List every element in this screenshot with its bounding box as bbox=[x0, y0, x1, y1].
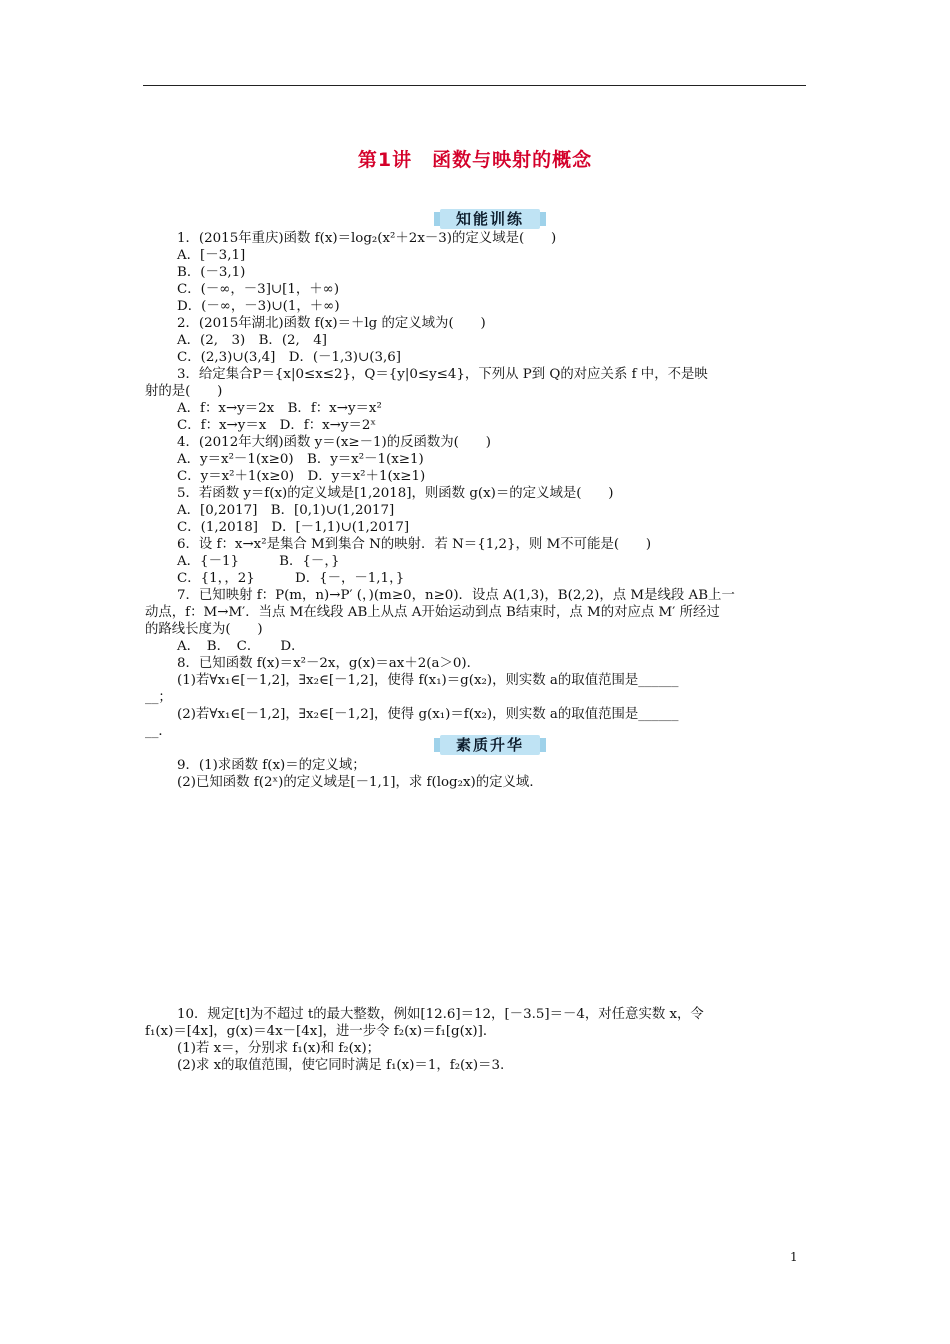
q7-stem: 7．已知映射 f：P(m，n)→P′ (，)(m≥0，n≥0)．设点 A(1,3)，B(2,2)，点 M是线段 AB上一 bbox=[177, 588, 735, 603]
q4-stem: 4．(2012年大纲)函数 y＝(x≥－1)的反函数为( ) bbox=[177, 435, 491, 450]
q8-part1: (1)若∀x₁∈[－1,2]，∃x₂∈[－1,2]，使得 f(x₁)＝g(x₂)，则实数 a的取值范围是______ bbox=[177, 673, 679, 688]
q10-part1: (1)若 x＝，分别求 f₁(x)和 f₂(x)； bbox=[177, 1041, 381, 1056]
q10-stem: 10．规定[t]为不超过 t的最大整数，例如[12.6]＝12，[－3.5]＝－4，对任意实数 x，令 bbox=[177, 1007, 704, 1022]
q1-stem: 1．(2015年重庆)函数 f(x)＝log₂(x²＋2x－3)的定义域是( ) bbox=[177, 231, 557, 246]
q6-stem: 6．设 f：x→x²是集合 M到集合 N的映射．若 N＝{1,2}，则 M不可能是( ) bbox=[177, 537, 652, 552]
q1-option-c: C．(－∞，－3]∪[1，＋∞) bbox=[177, 282, 340, 297]
q1-option-b: B．(－3,1) bbox=[177, 265, 246, 280]
q2-options-cd: C．(2,3)∪(3,4] D．(－1,3)∪(3,6] bbox=[177, 350, 401, 365]
q3-stem: 3．给定集合P＝{x|0≤x≤2}，Q＝{y|0≤y≤4}，下列从 P到 Q的对应关系 f 中，不是映 bbox=[177, 367, 708, 382]
q6-options-cd: C．{1，，2} D．{－，－1,1，} bbox=[177, 571, 405, 586]
q6-options-ab: A．{－1} B．{－，} bbox=[177, 554, 340, 569]
q5-options-cd: C．(1,2018] D．[－1,1)∪(1,2017] bbox=[177, 520, 410, 535]
q1-option-d: D．(－∞，－3)∪(1，＋∞) bbox=[177, 299, 340, 314]
q5-options-ab: A．[0,2017] B．[0,1)∪(1,2017] bbox=[177, 503, 395, 518]
q8-stem: 8．已知函数 f(x)＝x²－2x，g(x)＝ax＋2(a＞0)． bbox=[177, 656, 480, 671]
q2-stem: 2．(2015年湖北)函数 f(x)＝＋lg 的定义域为( ) bbox=[177, 316, 486, 331]
q2-options-ab: A．(2, 3) B．(2, 4] bbox=[177, 333, 327, 348]
q7-stem-cont2: 的路线长度为( ) bbox=[145, 622, 263, 637]
q1-option-a: A．[－3,1] bbox=[177, 248, 246, 263]
header-rule bbox=[143, 85, 806, 86]
q3-options-ab: A．f：x→y＝2x B．f：x→y＝x² bbox=[177, 401, 382, 416]
q3-options-cd: C．f：x→y＝x D．f：x→y＝2ˣ bbox=[177, 418, 377, 433]
section-banner-training: 知能训练 bbox=[440, 209, 540, 229]
section-banner-advanced: 素质升华 bbox=[440, 735, 540, 755]
q3-stem-cont: 射的是( ) bbox=[145, 384, 223, 399]
q8-part1-cont: __； bbox=[145, 690, 172, 705]
q7-options: A． B． C． D． bbox=[177, 639, 305, 654]
page-number: 1 bbox=[790, 1250, 798, 1264]
page-title: 第1讲 函数与映射的概念 bbox=[357, 149, 593, 171]
q10-stem-cont: f₁(x)＝[4x]，g(x)＝4x－[4x]，进一步令 f₂(x)＝f₁[g(x)]． bbox=[145, 1024, 497, 1039]
q9-part1: 9．(1)求函数 f(x)＝的定义域； bbox=[177, 758, 366, 773]
q7-stem-cont1: 动点，f：M→M′．当点 M在线段 AB上从点 A开始运动到点 B结束时，点 M的对应点 M′ 所经过 bbox=[145, 605, 720, 620]
q5-stem: 5．若函数 y＝f(x)的定义域是[1,2018]，则函数 g(x)＝的定义域是( ) bbox=[177, 486, 614, 501]
q4-options-ab: A．y＝x²－1(x≥0) B．y＝x²－1(x≥1) bbox=[177, 452, 424, 467]
q4-options-cd: C．y＝x²＋1(x≥0) D．y＝x²＋1(x≥1) bbox=[177, 469, 426, 484]
q8-part2-cont: __． bbox=[145, 724, 172, 739]
q8-part2: (2)若∀x₁∈[－1,2]，∃x₂∈[－1,2]，使得 g(x₁)＝f(x₂)，则实数 a的取值范围是______ bbox=[177, 707, 679, 722]
q9-part2: (2)已知函数 f(2ˣ)的定义域是[－1,1]，求 f(log₂x)的定义域． bbox=[177, 775, 543, 790]
q10-part2: (2)求 x的取值范围，使它同时满足 f₁(x)＝1，f₂(x)＝3. bbox=[177, 1058, 505, 1073]
